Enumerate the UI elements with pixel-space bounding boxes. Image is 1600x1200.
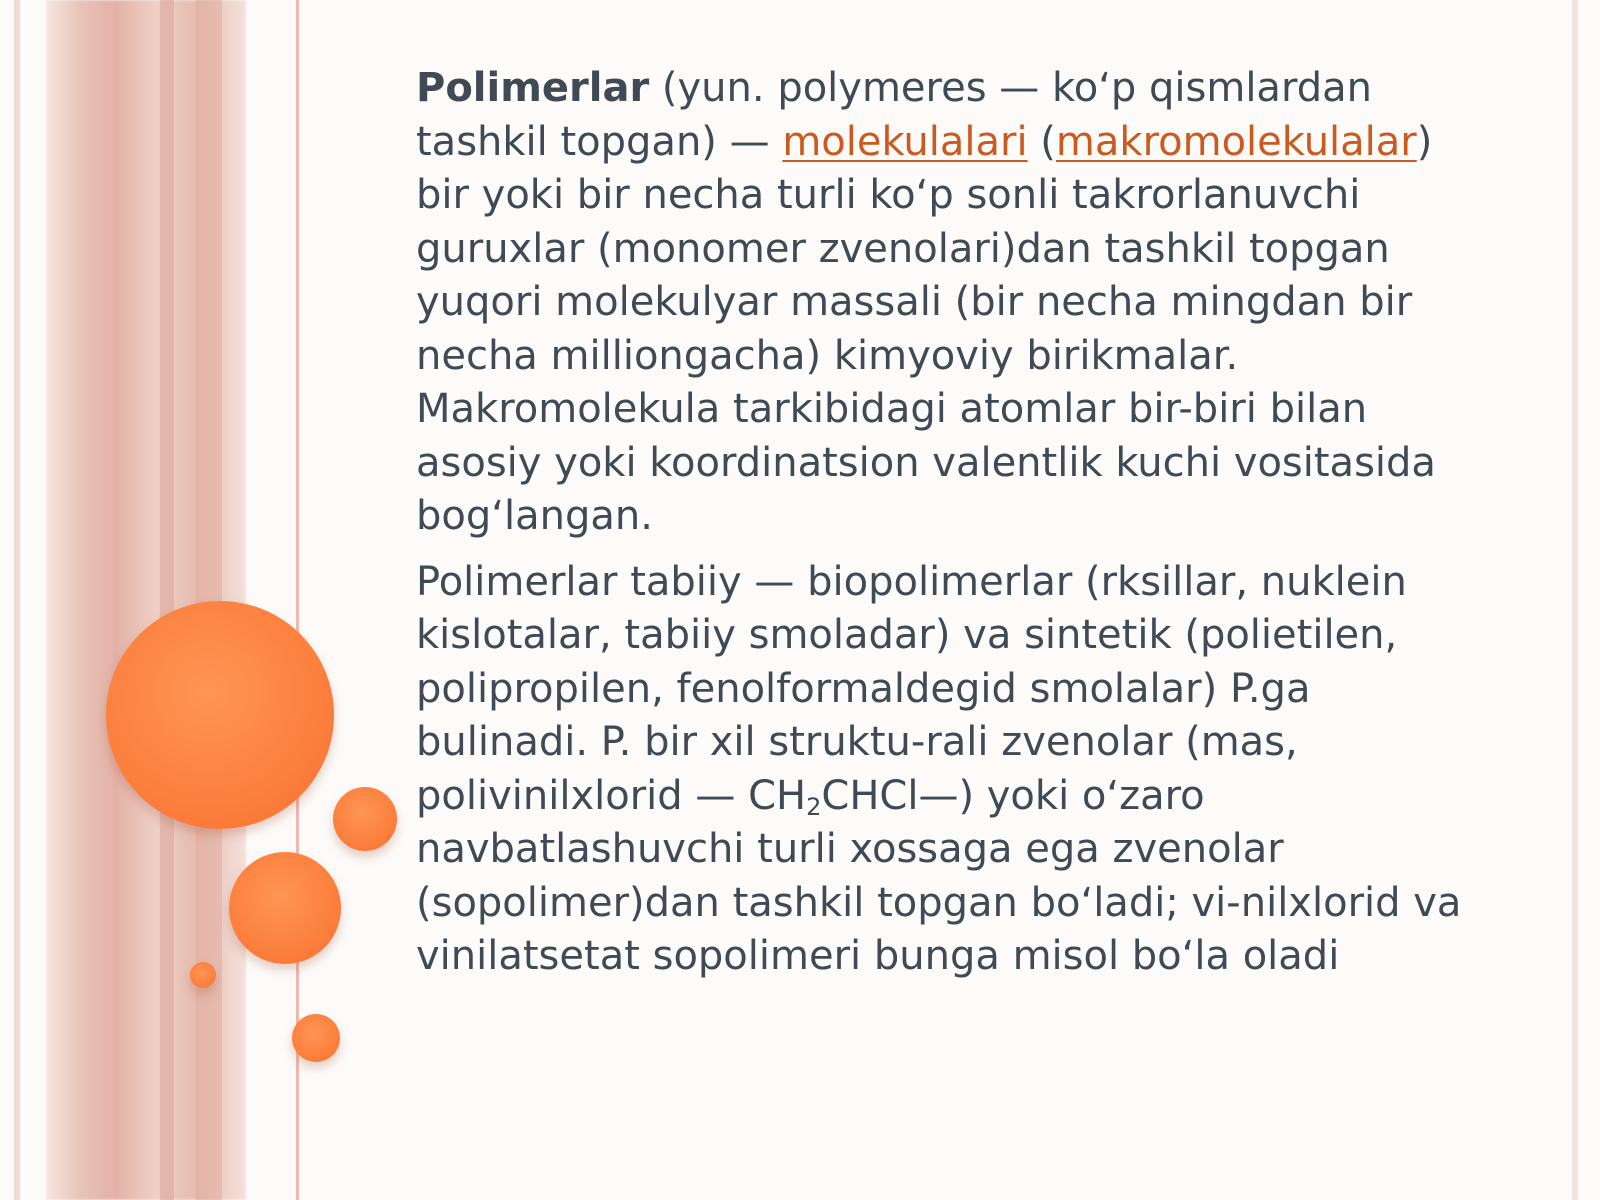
paragraph-text: (yun. polymeres — ko‘p qismlardan tashkil topgan) — <box>416 65 1372 165</box>
decorative-stripe <box>1572 0 1578 1200</box>
decorative-circle-large <box>106 601 334 829</box>
decorative-circle-tiny <box>190 962 216 988</box>
subscript: 2 <box>806 792 822 821</box>
decorative-stripe <box>14 0 20 1200</box>
link-molekulalari[interactable]: molekulalari <box>782 118 1028 165</box>
slide-body <box>416 62 1476 984</box>
paragraph-text: ( <box>1027 118 1056 165</box>
paragraph-classification <box>416 556 1476 984</box>
paragraph-definition <box>416 62 1476 544</box>
decorative-circle-medium <box>229 852 341 964</box>
decorative-circle-small <box>333 787 397 851</box>
paragraph-text: ) bir yoki bir necha turli ko‘p sonli takrorlanuvchi guruxlar (monomer zvenolari)dan tashkil topgan yuqori molekulyar massali (bir necha mingdan bir necha milliongacha) kimyoviy birikmalar. Makromolekula tarkibidagi atomlar bir-biri bilan asosiy yoki koordinatsion valentlik kuchi vositasida bog‘langan. <box>416 118 1436 539</box>
decorative-stripe <box>196 0 222 1200</box>
decorative-circle-small <box>292 1014 340 1062</box>
paragraph-text: Polimerlar tabiiy — biopolimerlar (rksillar, nuklein kislotalar, tabiiy smoladar) va sintetik (polietilen, polipropilen, fenolformaldegid smolalar) P.ga bulinadi. P. bir xil struktu-rali zvenolar (mas, polivinilxlorid — CH <box>416 558 1407 819</box>
term-bold: Polimerlar <box>416 65 650 111</box>
decorative-stripe <box>160 0 174 1200</box>
paragraph-text: CHCl—) yoki o‘zaro navbatlashuvchi turli xossaga ega zvenolar (sopolimer)dan tashkil topgan bo‘ladi; vi-nilxlorid va vinilatsetat sopolimeri bunga misol bo‘la oladi <box>416 772 1462 979</box>
link-makromolekulalar[interactable]: makromolekulalar <box>1055 118 1417 165</box>
